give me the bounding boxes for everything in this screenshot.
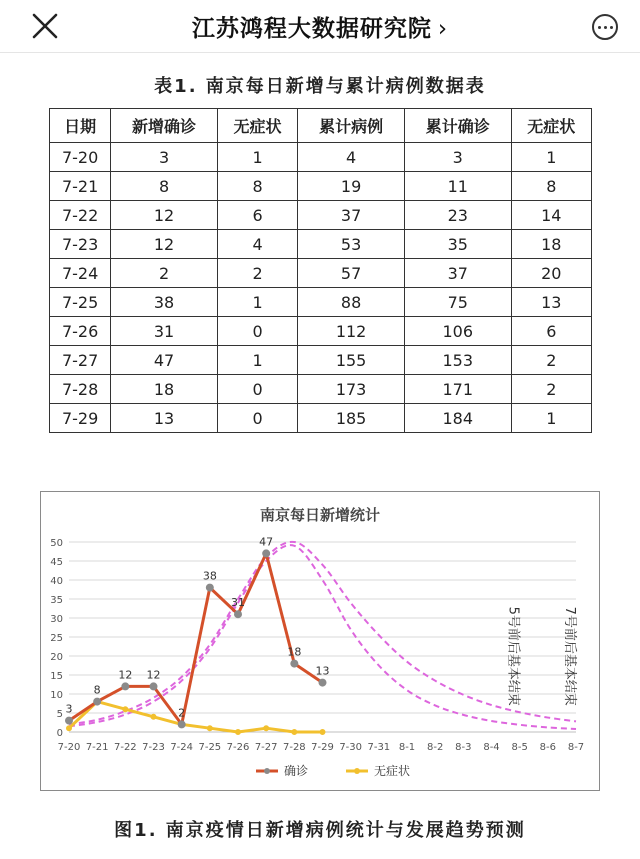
y-tick-label: 35 bbox=[50, 595, 63, 606]
data-point bbox=[291, 660, 298, 667]
table-cell: 0 bbox=[217, 375, 297, 404]
data-point bbox=[292, 730, 297, 735]
table-row bbox=[50, 143, 592, 172]
table-cell: 7-24 bbox=[50, 259, 111, 288]
table-cell: 4 bbox=[298, 143, 405, 172]
table-cell: 4 bbox=[217, 230, 297, 259]
table-row bbox=[50, 375, 592, 404]
account-title: 江苏鸿程大数据研究院 bbox=[191, 16, 432, 42]
y-tick-label: 15 bbox=[50, 671, 63, 682]
table-cell: 171 bbox=[404, 375, 511, 404]
table-row bbox=[50, 230, 592, 259]
table-cell: 14 bbox=[511, 201, 591, 230]
table-cell: 7-23 bbox=[50, 230, 111, 259]
top-bar bbox=[0, 0, 640, 53]
table-cell: 7-20 bbox=[50, 143, 111, 172]
data-point bbox=[67, 726, 72, 731]
series-line bbox=[69, 702, 323, 732]
data-point bbox=[123, 707, 128, 712]
table-cell: 47 bbox=[111, 346, 218, 375]
table-caption: 表1. 南京每日新增与累计病例数据表 bbox=[154, 76, 486, 97]
chart-frame bbox=[40, 491, 600, 791]
legend-label: 确诊 bbox=[284, 764, 309, 778]
table-row bbox=[50, 259, 592, 288]
table-cell: 53 bbox=[298, 230, 405, 259]
table-header-row bbox=[50, 109, 592, 143]
table-cell: 88 bbox=[298, 288, 405, 317]
data-label: 3 bbox=[65, 702, 73, 716]
data-point bbox=[66, 717, 73, 724]
table-cell: 3 bbox=[111, 143, 218, 172]
table-cell: 7-25 bbox=[50, 288, 111, 317]
table-cell: 155 bbox=[298, 346, 405, 375]
x-tick-label: 8-2 bbox=[426, 742, 444, 753]
data-point bbox=[94, 698, 101, 705]
table-cell: 57 bbox=[298, 259, 405, 288]
figure-caption: 图1. 南京疫情日新增病例统计与发展趋势预测 bbox=[114, 820, 526, 841]
data-point bbox=[263, 550, 270, 557]
table-cell: 13 bbox=[511, 288, 591, 317]
table-cell: 184 bbox=[404, 404, 511, 433]
y-tick-label: 50 bbox=[50, 538, 63, 549]
x-tick-label: 8-3 bbox=[455, 742, 472, 753]
y-tick-label: 10 bbox=[50, 690, 63, 701]
data-point bbox=[235, 611, 242, 618]
table-cell: 3 bbox=[404, 143, 511, 172]
legend-label: 无症状 bbox=[374, 764, 411, 778]
table-cell: 37 bbox=[404, 259, 511, 288]
data-point bbox=[150, 683, 157, 690]
x-tick-label: 7-22 bbox=[113, 742, 137, 753]
data-point bbox=[122, 683, 129, 690]
table-cell: 7-21 bbox=[50, 172, 111, 201]
table-cell: 2 bbox=[111, 259, 218, 288]
projection-curve-outer bbox=[69, 542, 576, 725]
table-cell: 7-28 bbox=[50, 375, 111, 404]
table-cell: 0 bbox=[217, 404, 297, 433]
table-cell: 1 bbox=[511, 143, 591, 172]
table-cell: 7-27 bbox=[50, 346, 111, 375]
table-cell: 8 bbox=[511, 172, 591, 201]
table-row bbox=[50, 172, 592, 201]
x-tick-label: 7-23 bbox=[142, 742, 165, 753]
data-label: 18 bbox=[287, 645, 302, 659]
column-header: 无症状 bbox=[511, 109, 591, 143]
table-cell: 1 bbox=[217, 346, 297, 375]
account-title-link[interactable] bbox=[0, 10, 640, 43]
table-cell: 20 bbox=[511, 259, 591, 288]
x-tick-label: 8-1 bbox=[398, 742, 416, 753]
column-header: 无症状 bbox=[217, 109, 297, 143]
y-tick-label: 25 bbox=[50, 633, 63, 644]
x-tick-label: 7-24 bbox=[170, 742, 194, 753]
table-cell: 6 bbox=[217, 201, 297, 230]
table-cell: 75 bbox=[404, 288, 511, 317]
table-cell: 37 bbox=[298, 201, 405, 230]
data-point bbox=[264, 726, 269, 731]
table-cell: 7-26 bbox=[50, 317, 111, 346]
x-tick-label: 8-5 bbox=[511, 742, 528, 753]
x-tick-label: 7-25 bbox=[198, 742, 222, 753]
daily-new-cases-chart bbox=[41, 492, 599, 790]
column-header: 新增确诊 bbox=[111, 109, 218, 143]
table-cell: 18 bbox=[111, 375, 218, 404]
table-cell: 1 bbox=[511, 404, 591, 433]
table-row bbox=[50, 404, 592, 433]
table-cell: 106 bbox=[404, 317, 511, 346]
table-row bbox=[50, 201, 592, 230]
case-data-table bbox=[49, 108, 592, 433]
table-row bbox=[50, 346, 592, 375]
data-label: 2 bbox=[178, 706, 186, 720]
table-cell: 2 bbox=[217, 259, 297, 288]
data-label: 13 bbox=[315, 664, 330, 678]
data-point bbox=[319, 679, 326, 686]
data-point bbox=[151, 714, 156, 719]
x-tick-label: 7-26 bbox=[226, 742, 250, 753]
legend-marker bbox=[354, 768, 360, 774]
series-line bbox=[69, 553, 323, 724]
table-cell: 153 bbox=[404, 346, 511, 375]
table-cell: 12 bbox=[111, 201, 218, 230]
data-point bbox=[236, 730, 241, 735]
table-row bbox=[50, 288, 592, 317]
y-tick-label: 30 bbox=[50, 614, 63, 625]
table-cell: 8 bbox=[111, 172, 218, 201]
data-label: 8 bbox=[93, 683, 101, 697]
x-tick-label: 8-4 bbox=[483, 742, 500, 753]
table-cell: 112 bbox=[298, 317, 405, 346]
x-tick-label: 7-20 bbox=[57, 742, 81, 753]
data-point bbox=[207, 726, 212, 731]
column-header: 累计病例 bbox=[298, 109, 405, 143]
y-tick-label: 20 bbox=[50, 652, 63, 663]
table-cell: 173 bbox=[298, 375, 405, 404]
x-tick-label: 7-21 bbox=[85, 742, 109, 753]
x-tick-label: 7-28 bbox=[282, 742, 306, 753]
data-point bbox=[178, 721, 185, 728]
chevron-right-icon: › bbox=[437, 16, 449, 42]
table-cell: 2 bbox=[511, 375, 591, 404]
table-row bbox=[50, 317, 592, 346]
data-point bbox=[206, 584, 213, 591]
table-cell: 7-29 bbox=[50, 404, 111, 433]
table-cell: 31 bbox=[111, 317, 218, 346]
legend-marker bbox=[264, 768, 270, 774]
y-tick-label: 40 bbox=[50, 576, 63, 587]
table-cell: 18 bbox=[511, 230, 591, 259]
table-cell: 11 bbox=[404, 172, 511, 201]
table-cell: 7-22 bbox=[50, 201, 111, 230]
x-tick-label: 7-31 bbox=[367, 742, 391, 753]
table-cell: 185 bbox=[298, 404, 405, 433]
y-tick-label: 5 bbox=[56, 709, 63, 720]
x-tick-label: 8-7 bbox=[567, 742, 585, 753]
column-header: 累计确诊 bbox=[404, 109, 511, 143]
data-label: 38 bbox=[202, 569, 217, 583]
data-point bbox=[320, 730, 325, 735]
chart-title: 南京每日新增统计 bbox=[259, 506, 381, 524]
x-tick-label: 7-30 bbox=[339, 742, 363, 753]
annotation-text: 5号前后基本结束 bbox=[505, 606, 521, 706]
data-label: 47 bbox=[259, 535, 274, 549]
table-cell: 0 bbox=[217, 317, 297, 346]
column-header: 日期 bbox=[50, 109, 111, 143]
table-cell: 2 bbox=[511, 346, 591, 375]
annotation-text: 7号前后基本结束 bbox=[562, 606, 577, 706]
table-cell: 8 bbox=[217, 172, 297, 201]
table-cell: 35 bbox=[404, 230, 511, 259]
table-cell: 38 bbox=[111, 288, 218, 317]
table-cell: 1 bbox=[217, 143, 297, 172]
y-tick-label: 0 bbox=[56, 728, 63, 739]
y-tick-label: 45 bbox=[50, 557, 63, 568]
data-label: 12 bbox=[118, 668, 133, 682]
table-cell: 12 bbox=[111, 230, 218, 259]
table-cell: 23 bbox=[404, 201, 511, 230]
table-cell: 13 bbox=[111, 404, 218, 433]
x-tick-label: 8-6 bbox=[539, 742, 557, 753]
more-icon[interactable] bbox=[592, 14, 618, 40]
table-cell: 19 bbox=[298, 172, 405, 201]
data-label: 31 bbox=[231, 596, 245, 610]
table-cell: 6 bbox=[511, 317, 591, 346]
x-tick-label: 7-27 bbox=[254, 742, 278, 753]
x-tick-label: 7-29 bbox=[311, 742, 334, 753]
table-cell: 1 bbox=[217, 288, 297, 317]
data-label: 12 bbox=[146, 668, 161, 682]
